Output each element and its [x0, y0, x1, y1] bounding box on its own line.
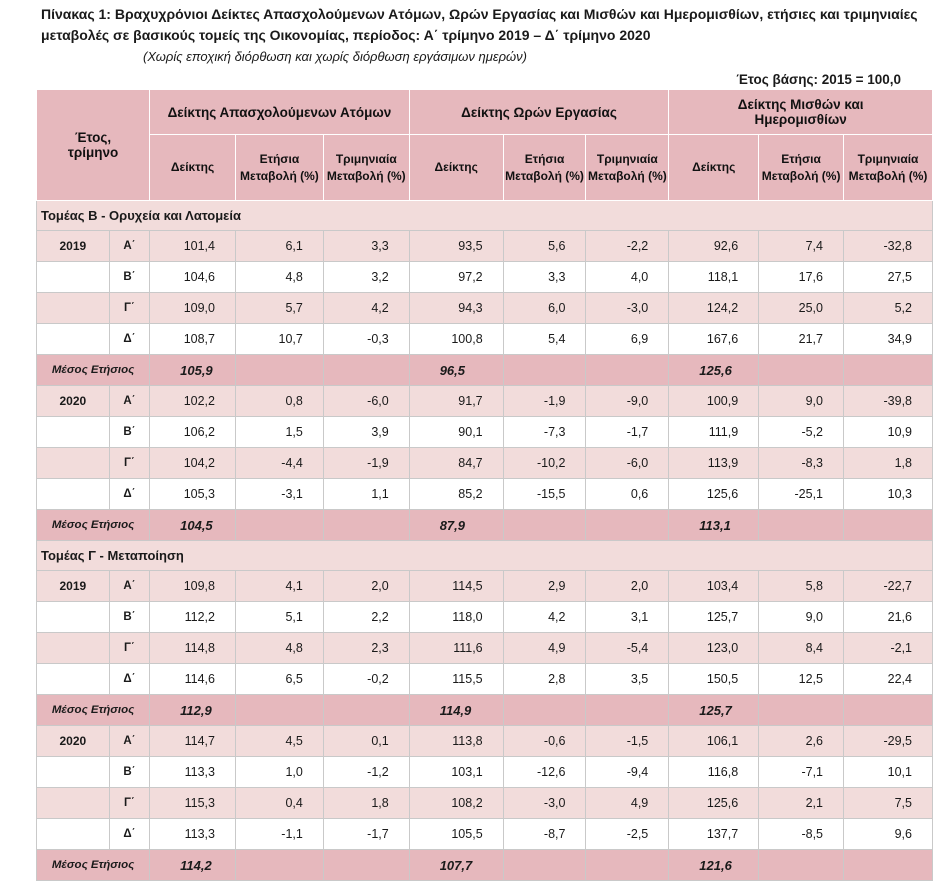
sector-row	[37, 541, 933, 571]
quarter-cell: Β΄	[109, 262, 149, 293]
table-row	[37, 386, 933, 417]
value-cell: 113,8	[409, 726, 503, 757]
sub-header-annual-change: Ετήσια Μεταβολή (%)	[235, 135, 323, 201]
value-cell: 118,0	[409, 602, 503, 633]
value-cell: 4,0	[586, 262, 669, 293]
table-row	[37, 417, 933, 448]
quarter-cell: Α΄	[109, 571, 149, 602]
value-cell: -7,1	[759, 757, 844, 788]
table-row	[37, 571, 933, 602]
table-row	[37, 262, 933, 293]
value-cell: 6,5	[235, 664, 323, 695]
sector-name: Τομέας Γ - Μεταποίηση	[37, 541, 933, 571]
quarter-cell: Γ΄	[109, 788, 149, 819]
value-cell: 2,0	[586, 571, 669, 602]
value-cell: 1,0	[235, 757, 323, 788]
sub-header-index: Δείκτης	[669, 135, 759, 201]
value-cell: 114,7	[150, 726, 236, 757]
value-cell: 116,8	[669, 757, 759, 788]
empty-cell	[844, 510, 933, 541]
value-cell: 3,5	[586, 664, 669, 695]
group-header-hours: Δείκτης Ωρών Εργασίας	[409, 90, 669, 135]
year-cell	[37, 633, 110, 664]
quarter-cell: Β΄	[109, 757, 149, 788]
value-cell: 1,5	[235, 417, 323, 448]
value-cell: 3,3	[503, 262, 586, 293]
value-cell: 137,7	[669, 819, 759, 850]
value-cell: -8,3	[759, 448, 844, 479]
value-cell: 2,0	[323, 571, 409, 602]
value-cell: 4,8	[235, 633, 323, 664]
annual-mean-value: 105,9	[150, 355, 236, 386]
value-cell: -1,7	[586, 417, 669, 448]
value-cell: 6,0	[503, 293, 586, 324]
empty-cell	[323, 695, 409, 726]
quarter-cell: Β΄	[109, 602, 149, 633]
value-cell: 2,6	[759, 726, 844, 757]
value-cell: 111,6	[409, 633, 503, 664]
value-cell: -6,0	[586, 448, 669, 479]
annual-mean-value: 112,9	[150, 695, 236, 726]
value-cell: -3,0	[503, 788, 586, 819]
value-cell: -6,0	[323, 386, 409, 417]
value-cell: 27,5	[844, 262, 933, 293]
value-cell: 105,5	[409, 819, 503, 850]
annual-mean-value: 107,7	[409, 850, 503, 881]
value-cell: 101,4	[150, 231, 236, 262]
value-cell: 5,6	[503, 231, 586, 262]
year-cell	[37, 602, 110, 633]
group-header-wages: Δείκτης Μισθών και Ημερομισθίων	[669, 90, 933, 135]
value-cell: 9,0	[759, 602, 844, 633]
value-cell: 109,8	[150, 571, 236, 602]
value-cell: 4,9	[586, 788, 669, 819]
value-cell: 114,5	[409, 571, 503, 602]
value-cell: 104,2	[150, 448, 236, 479]
year-cell: 2020	[37, 386, 110, 417]
value-cell: 5,2	[844, 293, 933, 324]
quarter-cell: Γ΄	[109, 448, 149, 479]
value-cell: 93,5	[409, 231, 503, 262]
value-cell: 2,9	[503, 571, 586, 602]
value-cell: 6,1	[235, 231, 323, 262]
table-row	[37, 726, 933, 757]
value-cell: 109,0	[150, 293, 236, 324]
sub-header-index: Δείκτης	[409, 135, 503, 201]
sub-header-index: Δείκτης	[150, 135, 236, 201]
value-cell: -32,8	[844, 231, 933, 262]
value-cell: -1,1	[235, 819, 323, 850]
table-row	[37, 479, 933, 510]
empty-cell	[844, 850, 933, 881]
empty-cell	[503, 355, 586, 386]
year-cell	[37, 324, 110, 355]
value-cell: -1,9	[503, 386, 586, 417]
value-cell: 2,3	[323, 633, 409, 664]
value-cell: 112,2	[150, 602, 236, 633]
value-cell: 106,1	[669, 726, 759, 757]
value-cell: 113,3	[150, 819, 236, 850]
empty-cell	[503, 695, 586, 726]
empty-cell	[503, 850, 586, 881]
value-cell: -1,7	[323, 819, 409, 850]
year-cell	[37, 417, 110, 448]
value-cell: 91,7	[409, 386, 503, 417]
value-cell: -10,2	[503, 448, 586, 479]
value-cell: 103,1	[409, 757, 503, 788]
year-cell: 2019	[37, 231, 110, 262]
table-title: Πίνακας 1: Βραχυχρόνιοι Δείκτες Απασχολούμενων Ατόμων, Ωρών Εργασίας και Μισθών και Ημερομισθίων, ετήσιες και τριμηνιαίες μεταβολές σε βασικούς τομείς της Οικονομίας, περίοδος: Α΄ τρίμηνο 2019 – Δ΄ τρίμηνο 2020	[41, 6, 918, 43]
table-row	[37, 293, 933, 324]
value-cell: 9,6	[844, 819, 933, 850]
value-cell: 100,9	[669, 386, 759, 417]
sub-header-quarterly-change: Τριμηνιαία Μεταβολή (%)	[586, 135, 669, 201]
annual-mean-value: 104,5	[150, 510, 236, 541]
value-cell: 85,2	[409, 479, 503, 510]
empty-cell	[323, 510, 409, 541]
value-cell: -15,5	[503, 479, 586, 510]
empty-cell	[586, 695, 669, 726]
value-cell: -29,5	[844, 726, 933, 757]
year-cell: 2020	[37, 726, 110, 757]
value-cell: 0,6	[586, 479, 669, 510]
annual-mean-row	[37, 695, 933, 726]
table-row	[37, 448, 933, 479]
value-cell: -0,3	[323, 324, 409, 355]
value-cell: 22,4	[844, 664, 933, 695]
value-cell: 108,7	[150, 324, 236, 355]
value-cell: -3,0	[586, 293, 669, 324]
value-cell: 4,5	[235, 726, 323, 757]
sector-name: Τομέας Β - Ορυχεία και Λατομεία	[37, 201, 933, 231]
empty-cell	[844, 695, 933, 726]
value-cell: 4,8	[235, 262, 323, 293]
sub-header-quarterly-change: Τριμηνιαία Μεταβολή (%)	[844, 135, 933, 201]
value-cell: -39,8	[844, 386, 933, 417]
value-cell: 25,0	[759, 293, 844, 324]
annual-mean-value: 87,9	[409, 510, 503, 541]
value-cell: -1,2	[323, 757, 409, 788]
value-cell: 114,8	[150, 633, 236, 664]
value-cell: 150,5	[669, 664, 759, 695]
empty-cell	[759, 510, 844, 541]
empty-cell	[586, 510, 669, 541]
value-cell: 4,2	[323, 293, 409, 324]
quarter-cell: Δ΄	[109, 819, 149, 850]
empty-cell	[235, 510, 323, 541]
table-row	[37, 231, 933, 262]
year-cell	[37, 788, 110, 819]
value-cell: 125,6	[669, 788, 759, 819]
annual-mean-row	[37, 510, 933, 541]
value-cell: 123,0	[669, 633, 759, 664]
value-cell: 92,6	[669, 231, 759, 262]
value-cell: 2,8	[503, 664, 586, 695]
year-cell	[37, 819, 110, 850]
value-cell: 6,9	[586, 324, 669, 355]
value-cell: 4,9	[503, 633, 586, 664]
value-cell: -8,5	[759, 819, 844, 850]
value-cell: 10,3	[844, 479, 933, 510]
value-cell: 100,8	[409, 324, 503, 355]
annual-mean-value: 114,2	[150, 850, 236, 881]
sub-header-annual-change: Ετήσια Μεταβολή (%)	[503, 135, 586, 201]
value-cell: 105,3	[150, 479, 236, 510]
value-cell: 10,9	[844, 417, 933, 448]
year-cell	[37, 448, 110, 479]
value-cell: 5,1	[235, 602, 323, 633]
value-cell: 17,6	[759, 262, 844, 293]
quarter-cell: Δ΄	[109, 479, 149, 510]
value-cell: -12,6	[503, 757, 586, 788]
empty-cell	[235, 850, 323, 881]
annual-mean-value: 125,7	[669, 695, 759, 726]
value-cell: 4,2	[503, 602, 586, 633]
value-cell: 21,7	[759, 324, 844, 355]
value-cell: 2,2	[323, 602, 409, 633]
annual-mean-row	[37, 355, 933, 386]
value-cell: -1,5	[586, 726, 669, 757]
value-cell: 125,6	[669, 479, 759, 510]
table-row	[37, 602, 933, 633]
empty-cell	[586, 850, 669, 881]
year-cell	[37, 479, 110, 510]
value-cell: 5,4	[503, 324, 586, 355]
value-cell: 34,9	[844, 324, 933, 355]
value-cell: 9,0	[759, 386, 844, 417]
empty-cell	[323, 850, 409, 881]
value-cell: 103,4	[669, 571, 759, 602]
value-cell: 3,2	[323, 262, 409, 293]
value-cell: -2,1	[844, 633, 933, 664]
value-cell: -3,1	[235, 479, 323, 510]
annual-mean-value: 96,5	[409, 355, 503, 386]
group-header-employment: Δείκτης Απασχολούμενων Ατόμων	[150, 90, 410, 135]
value-cell: 3,9	[323, 417, 409, 448]
value-cell: 104,6	[150, 262, 236, 293]
base-year-note: Έτος βάσης: 2015 = 100,0	[736, 72, 901, 87]
value-cell: 167,6	[669, 324, 759, 355]
table-row	[37, 757, 933, 788]
table-row	[37, 664, 933, 695]
value-cell: -0,6	[503, 726, 586, 757]
value-cell: 102,2	[150, 386, 236, 417]
value-cell: 90,1	[409, 417, 503, 448]
quarter-cell: Β΄	[109, 417, 149, 448]
value-cell: 0,8	[235, 386, 323, 417]
empty-cell	[844, 355, 933, 386]
value-cell: 108,2	[409, 788, 503, 819]
value-cell: 12,5	[759, 664, 844, 695]
empty-cell	[503, 510, 586, 541]
year-cell: 2019	[37, 571, 110, 602]
value-cell: 21,6	[844, 602, 933, 633]
quarter-cell: Α΄	[109, 726, 149, 757]
value-cell: 113,9	[669, 448, 759, 479]
value-cell: 1,1	[323, 479, 409, 510]
value-cell: 7,4	[759, 231, 844, 262]
empty-cell	[323, 355, 409, 386]
empty-cell	[759, 695, 844, 726]
value-cell: 118,1	[669, 262, 759, 293]
table-row	[37, 633, 933, 664]
value-cell: 106,2	[150, 417, 236, 448]
value-cell: 3,3	[323, 231, 409, 262]
sub-header-annual-change: Ετήσια Μεταβολή (%)	[759, 135, 844, 201]
quarter-cell: Γ΄	[109, 633, 149, 664]
empty-cell	[759, 850, 844, 881]
value-cell: 1,8	[844, 448, 933, 479]
value-cell: 94,3	[409, 293, 503, 324]
annual-mean-label: Μέσος Ετήσιος	[37, 850, 150, 881]
year-cell	[37, 262, 110, 293]
quarter-cell: Δ΄	[109, 324, 149, 355]
value-cell: -9,0	[586, 386, 669, 417]
value-cell: 0,4	[235, 788, 323, 819]
value-cell: -25,1	[759, 479, 844, 510]
annual-mean-label: Μέσος Ετήσιος	[37, 510, 150, 541]
quarter-cell: Α΄	[109, 231, 149, 262]
year-cell	[37, 757, 110, 788]
value-cell: 125,7	[669, 602, 759, 633]
sub-header-quarterly-change: Τριμηνιαία Μεταβολή (%)	[323, 135, 409, 201]
value-cell: 114,6	[150, 664, 236, 695]
value-cell: -8,7	[503, 819, 586, 850]
table-subtitle: (Χωρίς εποχική διόρθωση και χωρίς διόρθωση εργάσιμων ημερών)	[143, 49, 527, 64]
corner-header: Έτος, τρίμηνο	[37, 90, 150, 201]
quarter-cell: Δ΄	[109, 664, 149, 695]
sector-row	[37, 201, 933, 231]
value-cell: 2,1	[759, 788, 844, 819]
value-cell: -22,7	[844, 571, 933, 602]
annual-mean-label: Μέσος Ετήσιος	[37, 695, 150, 726]
value-cell: 1,8	[323, 788, 409, 819]
annual-mean-value: 114,9	[409, 695, 503, 726]
value-cell: 124,2	[669, 293, 759, 324]
annual-mean-label: Μέσος Ετήσιος	[37, 355, 150, 386]
quarter-cell: Γ΄	[109, 293, 149, 324]
value-cell: -1,9	[323, 448, 409, 479]
value-cell: -9,4	[586, 757, 669, 788]
value-cell: -7,3	[503, 417, 586, 448]
value-cell: -2,2	[586, 231, 669, 262]
annual-mean-value: 121,6	[669, 850, 759, 881]
quarter-cell: Α΄	[109, 386, 149, 417]
value-cell: 115,3	[150, 788, 236, 819]
value-cell: 5,8	[759, 571, 844, 602]
year-cell	[37, 664, 110, 695]
value-cell: -2,5	[586, 819, 669, 850]
value-cell: 10,1	[844, 757, 933, 788]
annual-mean-row	[37, 850, 933, 881]
value-cell: 3,1	[586, 602, 669, 633]
empty-cell	[235, 695, 323, 726]
year-cell	[37, 293, 110, 324]
value-cell: -5,2	[759, 417, 844, 448]
value-cell: 7,5	[844, 788, 933, 819]
value-cell: 111,9	[669, 417, 759, 448]
value-cell: 84,7	[409, 448, 503, 479]
value-cell: 0,1	[323, 726, 409, 757]
annual-mean-value: 125,6	[669, 355, 759, 386]
indices-table	[36, 89, 933, 881]
value-cell: 113,3	[150, 757, 236, 788]
value-cell: 115,5	[409, 664, 503, 695]
value-cell: 97,2	[409, 262, 503, 293]
empty-cell	[759, 355, 844, 386]
value-cell: 10,7	[235, 324, 323, 355]
empty-cell	[235, 355, 323, 386]
table-row	[37, 324, 933, 355]
value-cell: -4,4	[235, 448, 323, 479]
table-row	[37, 819, 933, 850]
value-cell: 8,4	[759, 633, 844, 664]
annual-mean-value: 113,1	[669, 510, 759, 541]
value-cell: 4,1	[235, 571, 323, 602]
empty-cell	[586, 355, 669, 386]
value-cell: -0,2	[323, 664, 409, 695]
table-row	[37, 788, 933, 819]
value-cell: 5,7	[235, 293, 323, 324]
value-cell: -5,4	[586, 633, 669, 664]
